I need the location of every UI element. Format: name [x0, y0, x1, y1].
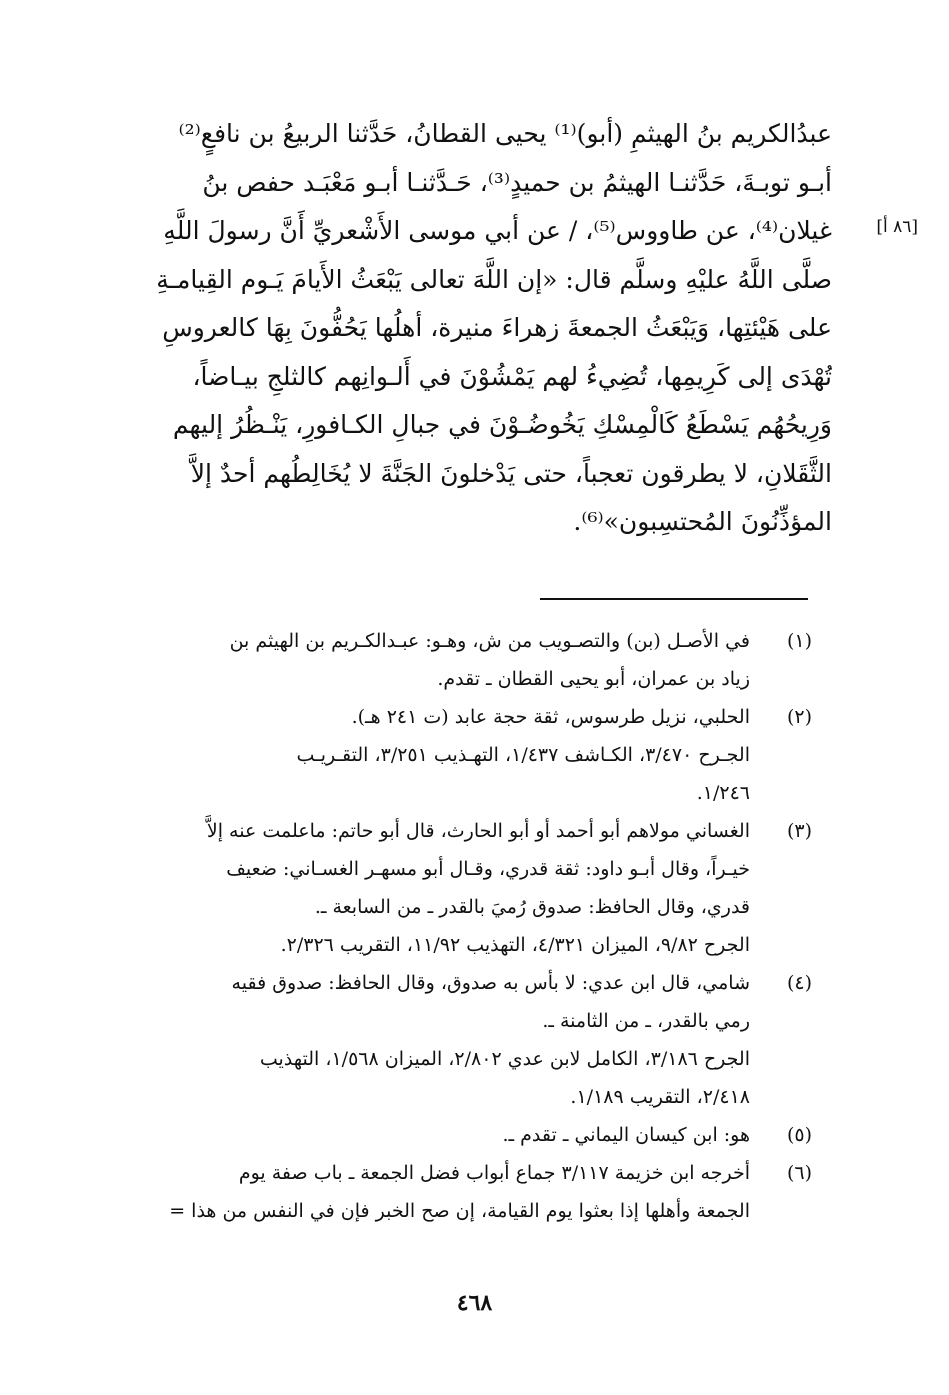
main-text-line: غيلان⁽⁴⁾، عن طاووس⁽⁵⁾، / عن أبي موسى الأَشْعريِّ أَنَّ رسولَ اللَّهِ	[163, 216, 832, 245]
footnote-6	[112, 1154, 812, 1230]
footnote-line: الحلبي، نزيل طرسوس، ثقة حجة عابد (ت ٢٤١ هـ).	[351, 706, 750, 728]
footnote-line: قدري، وقال الحافظ: صدوق رُميَ بالقدر ـ من السابعة ـ.	[314, 896, 750, 918]
footnote-body	[112, 698, 750, 812]
footnote-line: هو: ابن كيسان اليماني ـ تقدم ـ.	[502, 1124, 750, 1146]
main-text-line: على هَيْئتِها، وَيَبْعَثُ الجمعةَ زهراءَ منيرة، أهلُها يَحُفُّونَ بِهَا كالعروسِ	[162, 313, 832, 342]
margin-folio-marker: [٨٦ أ]	[876, 217, 918, 237]
footnote-line: شامي، قال ابن عدي: لا بأس به صدوق، وقال الحافظ: صدوق فقيه	[231, 972, 750, 994]
footnote-5	[112, 1116, 812, 1154]
footnote-body	[112, 1116, 750, 1154]
footnote-body	[112, 622, 750, 698]
main-text-line: صلَّى اللَّهُ عليْهِ وسلَّم قال: «إن اللَّهَ تعالى يَبْعَثُ الأَيامَ يَـوم القِيامـةِ	[156, 264, 832, 294]
footnote-number: (١)	[786, 630, 812, 652]
main-text-line: تُهْدَى إلى كَرِيمِها، تُضِيءُ لهم يَمْشُوْنَ في أَلـوانِهم كالثلجِ بيـاضاً،	[192, 361, 832, 391]
footnote-line: في الأصـل (بن) والتصـويب من ش، وهـو: عبـدالكـريم بن الهيثم بن	[229, 630, 750, 652]
footnote-line: زياد بن عمران، أبو يحيى القطان ـ تقدم.	[437, 668, 750, 690]
footnote-number: (٦)	[786, 1162, 812, 1184]
footnote-line: الجرح ٣/١٨٦، الكامل لابن عدي ٢/٨٠٢، الميزان ١/٥٦٨، التهذيب	[259, 1048, 750, 1070]
footnote-body	[112, 964, 750, 1116]
footnote-line: الغساني مولاهم أبو أحمد أو أبو الحارث، قال أبو حاتم: ماعلمت عنه إلاَّ	[206, 820, 750, 842]
footnote-1	[112, 622, 812, 698]
footnote-number: (٢)	[786, 706, 812, 728]
footnote-line: ٢/٤١٨، التقريب ١/١٨٩.	[570, 1086, 750, 1108]
footnote-line: الجـرح ٣/٤٧٠، الكـاشف ١/٤٣٧، التهـذيب ٣/٢٥١، التقـريـب	[296, 744, 750, 766]
footnote-line: ١/٢٤٦.	[696, 782, 750, 804]
main-text-line: عبدُالكريم بنُ الهيثمِ (أبو)⁽¹⁾ يحيى القطانُ، حَدَّثنا الربيعُ بن نافعٍ⁽²⁾	[178, 119, 832, 148]
footnote-body	[112, 1154, 750, 1230]
footnote-line: خيـراً، وقال أبـو داود: ثقة قدري، وقـال أبو مسهـر الغسـاني: ضعيف	[226, 858, 750, 880]
footnotes-section	[112, 622, 812, 1230]
main-text-block	[88, 110, 832, 547]
main-text-line: أبـو توبـةَ، حَدَّثنـا الهيثمُ بن حميدٍ⁽³⁾، حَـدَّثنـا أبـو مَعْبَـد حفص بنُ	[202, 167, 832, 197]
footnote-separator	[540, 598, 808, 600]
main-text-line: الثَّقَلانِ، لا يطرقون تعجباً، حتى يَدْخلونَ الجَنَّةَ لا يُخَالِطُهم أحدٌ إلاَّ	[190, 458, 832, 488]
footnote-number: (٣)	[786, 820, 812, 842]
footnote-body	[112, 812, 750, 964]
footnote-line: أخرجه ابن خزيمة ٣/١١٧ جماع أبواب فضل الجمعة ـ باب صفة يوم	[238, 1162, 750, 1184]
footnote-line: رمي بالقدر، ـ من الثامنة ـ.	[542, 1010, 750, 1032]
page-number: ٤٦٨	[456, 1290, 493, 1316]
footnote-4	[112, 964, 812, 1116]
footnote-line: الجمعة وأهلها إذا بعثوا يوم القيامة، إن صح الخبر فإن في النفس من هذا =	[169, 1200, 750, 1222]
footnote-number: (٥)	[786, 1124, 812, 1146]
main-text-line: المؤذِّنُونَ المُحتسِبون»⁽⁶⁾.	[573, 507, 832, 536]
footnote-line: الجرح ٩/٨٢، الميزان ٤/٣٢١، التهذيب ١١/٩٢، التقريب ٢/٣٢٦.	[280, 934, 750, 956]
main-text-line: وَرِيحُهُم يَسْطَعُ كَالْمِسْكِ يَخُوضُـوْنَ في جبالِ الكـافورِ، يَنْـظُرُ إليهم	[172, 410, 832, 439]
footnote-number: (٤)	[786, 972, 812, 994]
footnote-2	[112, 698, 812, 812]
footnote-3	[112, 812, 812, 964]
